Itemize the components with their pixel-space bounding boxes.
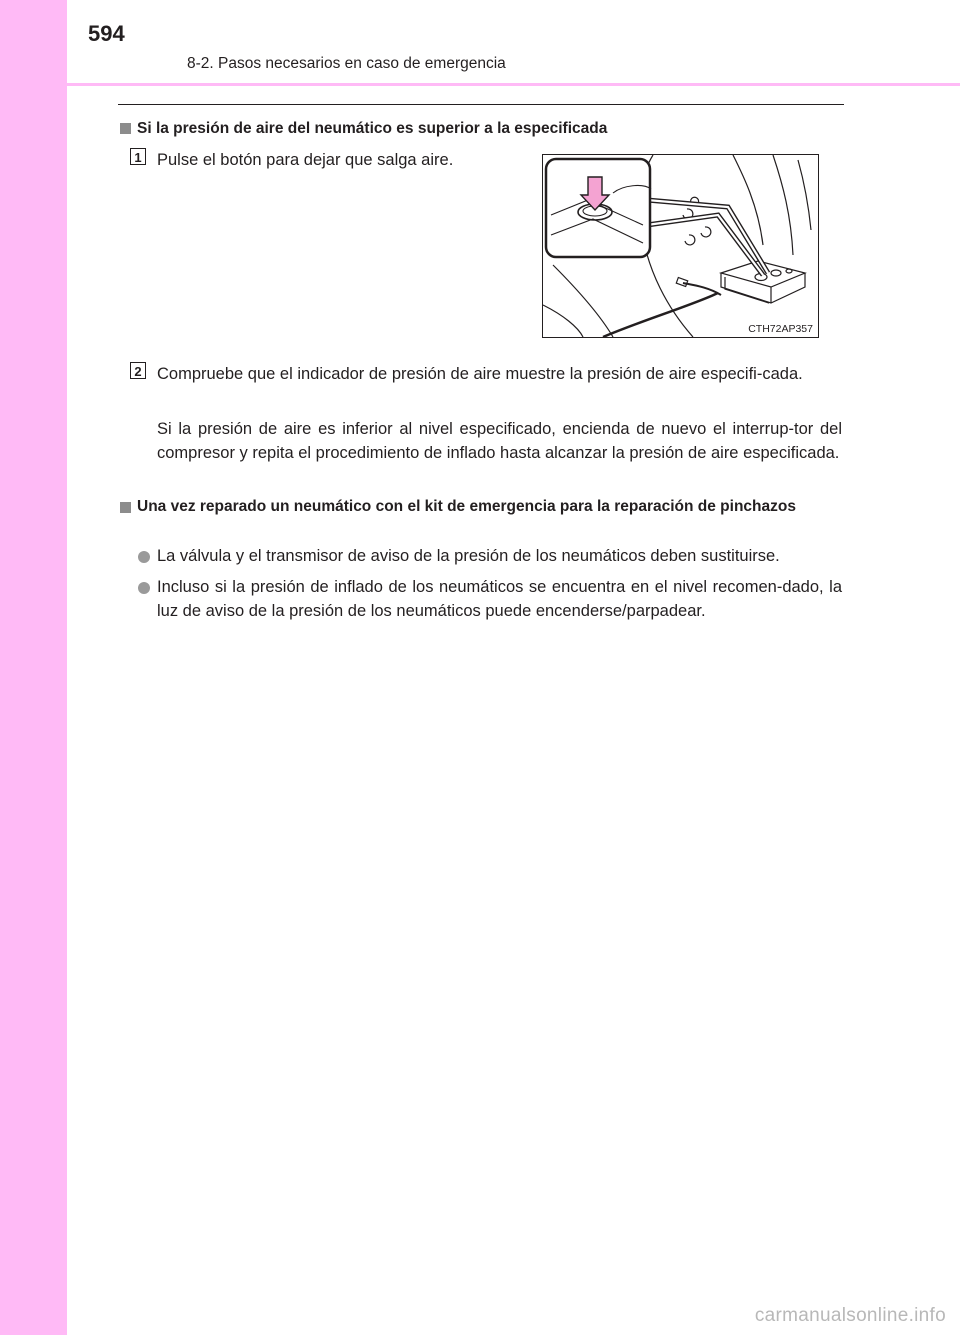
figure-code: CTH72AP357 bbox=[748, 323, 813, 335]
section-rule bbox=[118, 104, 844, 105]
header-divider bbox=[0, 83, 960, 86]
step-number-2: 2 bbox=[130, 362, 146, 379]
heading-square-bullet bbox=[120, 123, 131, 134]
step-1-text: Pulse el botón para dejar que salga aire. bbox=[157, 151, 454, 169]
heading-square-bullet bbox=[120, 502, 131, 513]
page-number: 594 bbox=[88, 21, 125, 46]
section-heading-overpressure: Si la presión de aire del neumático es superior a la especificada bbox=[137, 120, 608, 137]
side-color-band bbox=[0, 0, 67, 1335]
step-number-1: 1 bbox=[130, 148, 146, 165]
bullet-text-2: Incluso si la presión de inflado de los neumáticos se encuentra en el nivel recomen-dado, la luz de aviso de la presión de los neumáticos puede encenderse/parpadear. bbox=[157, 578, 842, 620]
step-2-text: Compruebe que el indicador de presión de aire muestre la presión de aire especifi-cada. bbox=[157, 365, 803, 383]
chapter-section-title: 8-2. Pasos necesarios en caso de emergencia bbox=[187, 55, 506, 72]
watermark: carmanualsonline.info bbox=[754, 1305, 946, 1326]
compressor-illustration bbox=[543, 155, 818, 337]
illustration-pressure-release-button bbox=[542, 154, 819, 338]
round-bullet bbox=[138, 582, 150, 594]
round-bullet bbox=[138, 551, 150, 563]
step-2-note: Si la presión de aire es inferior al nivel especificado, encienda de nuevo el interrup-tor del compresor y repita el procedimiento de inflado hasta alcanzar la presión de aire especificada. bbox=[157, 420, 842, 462]
bullet-text-1: La válvula y el transmisor de aviso de la presión de los neumáticos deben sustituirse. bbox=[157, 547, 780, 565]
section-heading-after-repair: Una vez reparado un neumático con el kit de emergencia para la reparación de pinchazos bbox=[137, 498, 796, 515]
